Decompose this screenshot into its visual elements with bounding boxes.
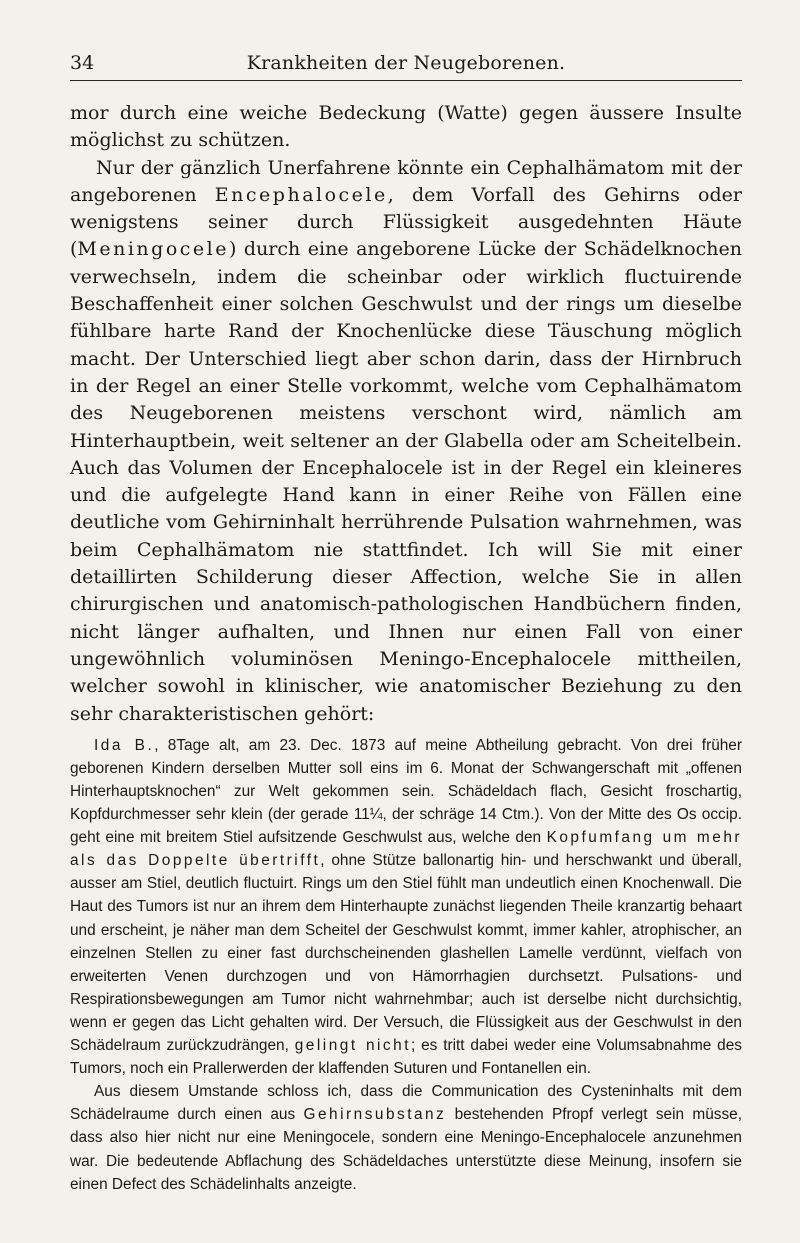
- header-rule: [70, 80, 742, 81]
- paragraph-encephalocele: Nur der gänzlich Unerfahrene könnte ein Cephalhämatom mit der angeborenen Encephalocele, dem Vorfall des Gehirns oder wenigstens seiner durch Flüssigkeit ausgedehnten Häute (Meningocele) durch eine angeborene Lücke der Schädelknochen verwechseln, indem die scheinbar oder wirklich fluctuirende Beschaffenheit einer solchen Geschwulst und der rings um dieselbe fühlbare harte Rand der Knochenlücke diese Täuschung möglich macht. Der Unterschied liegt aber schon darin, dass der Hirnbruch in der Regel an einer Stelle vorkommt, welche vom Cephalhämatom des Neugeborenen meistens verschont wird, nämlich am Hinterhauptbein, weit seltener an der Glabella oder am Scheitelbein. Auch das Volumen der Encephalocele ist in der Regel ein kleineres und die aufgelegte Hand kann in einer Reihe von Fällen eine deutliche vom Gehirninhalt herrührende Pulsation wahrnehmen, was beim Cephalhämatom nie stattfindet. Ich will Sie mit einer detaillirten Schilderung dieser Affection, welche Sie in allen chirurgischen und anatomisch-pathologischen Handbüchern finden, nicht länger aufhalten, und Ihnen nur einen Fall von einer ungewöhnlich voluminösen Meningo-Encephalocele mittheilen, welcher sowohl in klinischer, wie anatomischer Beziehung zu den sehr charakteristischen gehört:: [70, 156, 742, 725]
- running-head: Krankheiten der Neugeborenen.: [246, 52, 566, 74]
- page-header: [70, 0, 742, 86]
- page-number: 34: [70, 52, 95, 74]
- conclusion-paragraph: Aus diesem Umstande schloss ich, dass die Communication des Cysteninhalts mit dem Schädelraume durch einen aus Gehirnsubstanz bestehenden Pfropf verlegt sein müsse, dass also hier nicht nur eine Meningocele, sondern eine Meningo-Encephalocele anzunehmen war. Die bedeutende Abflachung des Schädeldaches unterstützte diese Meinung, insofern sie einen Defect des Schädelinhalts anzeigte.: [70, 1083, 742, 1193]
- patient-name: Ida B.: [94, 736, 155, 754]
- emphasis-gehirnsubstanz: Gehirnsubstanz: [303, 1106, 447, 1124]
- term-meningocele: Meningocele: [77, 238, 229, 261]
- emphasis-gelingt-nicht: gelingt nicht: [294, 1037, 411, 1055]
- case-paragraph: Ida B., 8Tage alt, am 23. Dec. 1873 auf meine Abtheilung gebracht. Von drei früher geborenen Kindern derselben Mutter soll eins im 6. Monat der Schwangerschaft mit „offenen Hinterhauptsknochen“ zur Welt gekommen sein. Schädeldach flach, Gesicht froschartig, Kopfdurchmesser sehr klein (der gerade 11¼, der schräge 14 Ctm.). Von der Mitte des Os occip. geht eine mit breitem Stiel aufsitzende Geschwulst aus, welche den Kopfumfang um mehr als das Doppelte übertrifft, ohne Stütze ballonartig hin- und herschwankt und überall, ausser am Stiel, deutlich fluctuirt. Rings um den Stiel fühlt man undeutlich einen Knochenwall. Die Haut des Tumors ist nur an ihrem dem Hinterhaupte zunächst liegenden Theile kranzartig behaart und erscheint, je näher man dem Scheitel der Geschwulst kommt, immer kahler, atrophischer, an einzelnen Stellen zu einer fast durchscheinenden glashellen Lamelle verdünnt, vielfach von erweiterten Venen durchzogen und von Hämorrhagien durchsetzt. Pulsations- und Respirationsbewegungen am Tumor nicht wahrnehmbar; auch ist derselbe nicht durchsichtig, wenn er gegen das Licht gehalten wird. Der Versuch, die Flüssigkeit aus der Geschwulst in den Schädelraum zurückzudrängen, gelingt nicht; es tritt dabei weder eine Volumsabnahme des Tumors, noch ein Prallerwerden der klaffenden Suturen und Fontanellen ein.: [70, 736, 742, 1078]
- emphasis-kopfumfang: Kopfumfang um mehr als das Doppelte übertrifft: [70, 829, 742, 870]
- paragraph-continuation: mor durch eine weiche Bedeckung (Watte) gegen äussere Insulte möglichst zu schützen.: [70, 102, 742, 152]
- term-encephalocele: Encephalocele: [214, 183, 388, 206]
- main-text: [70, 100, 742, 728]
- case-report: [70, 734, 742, 1196]
